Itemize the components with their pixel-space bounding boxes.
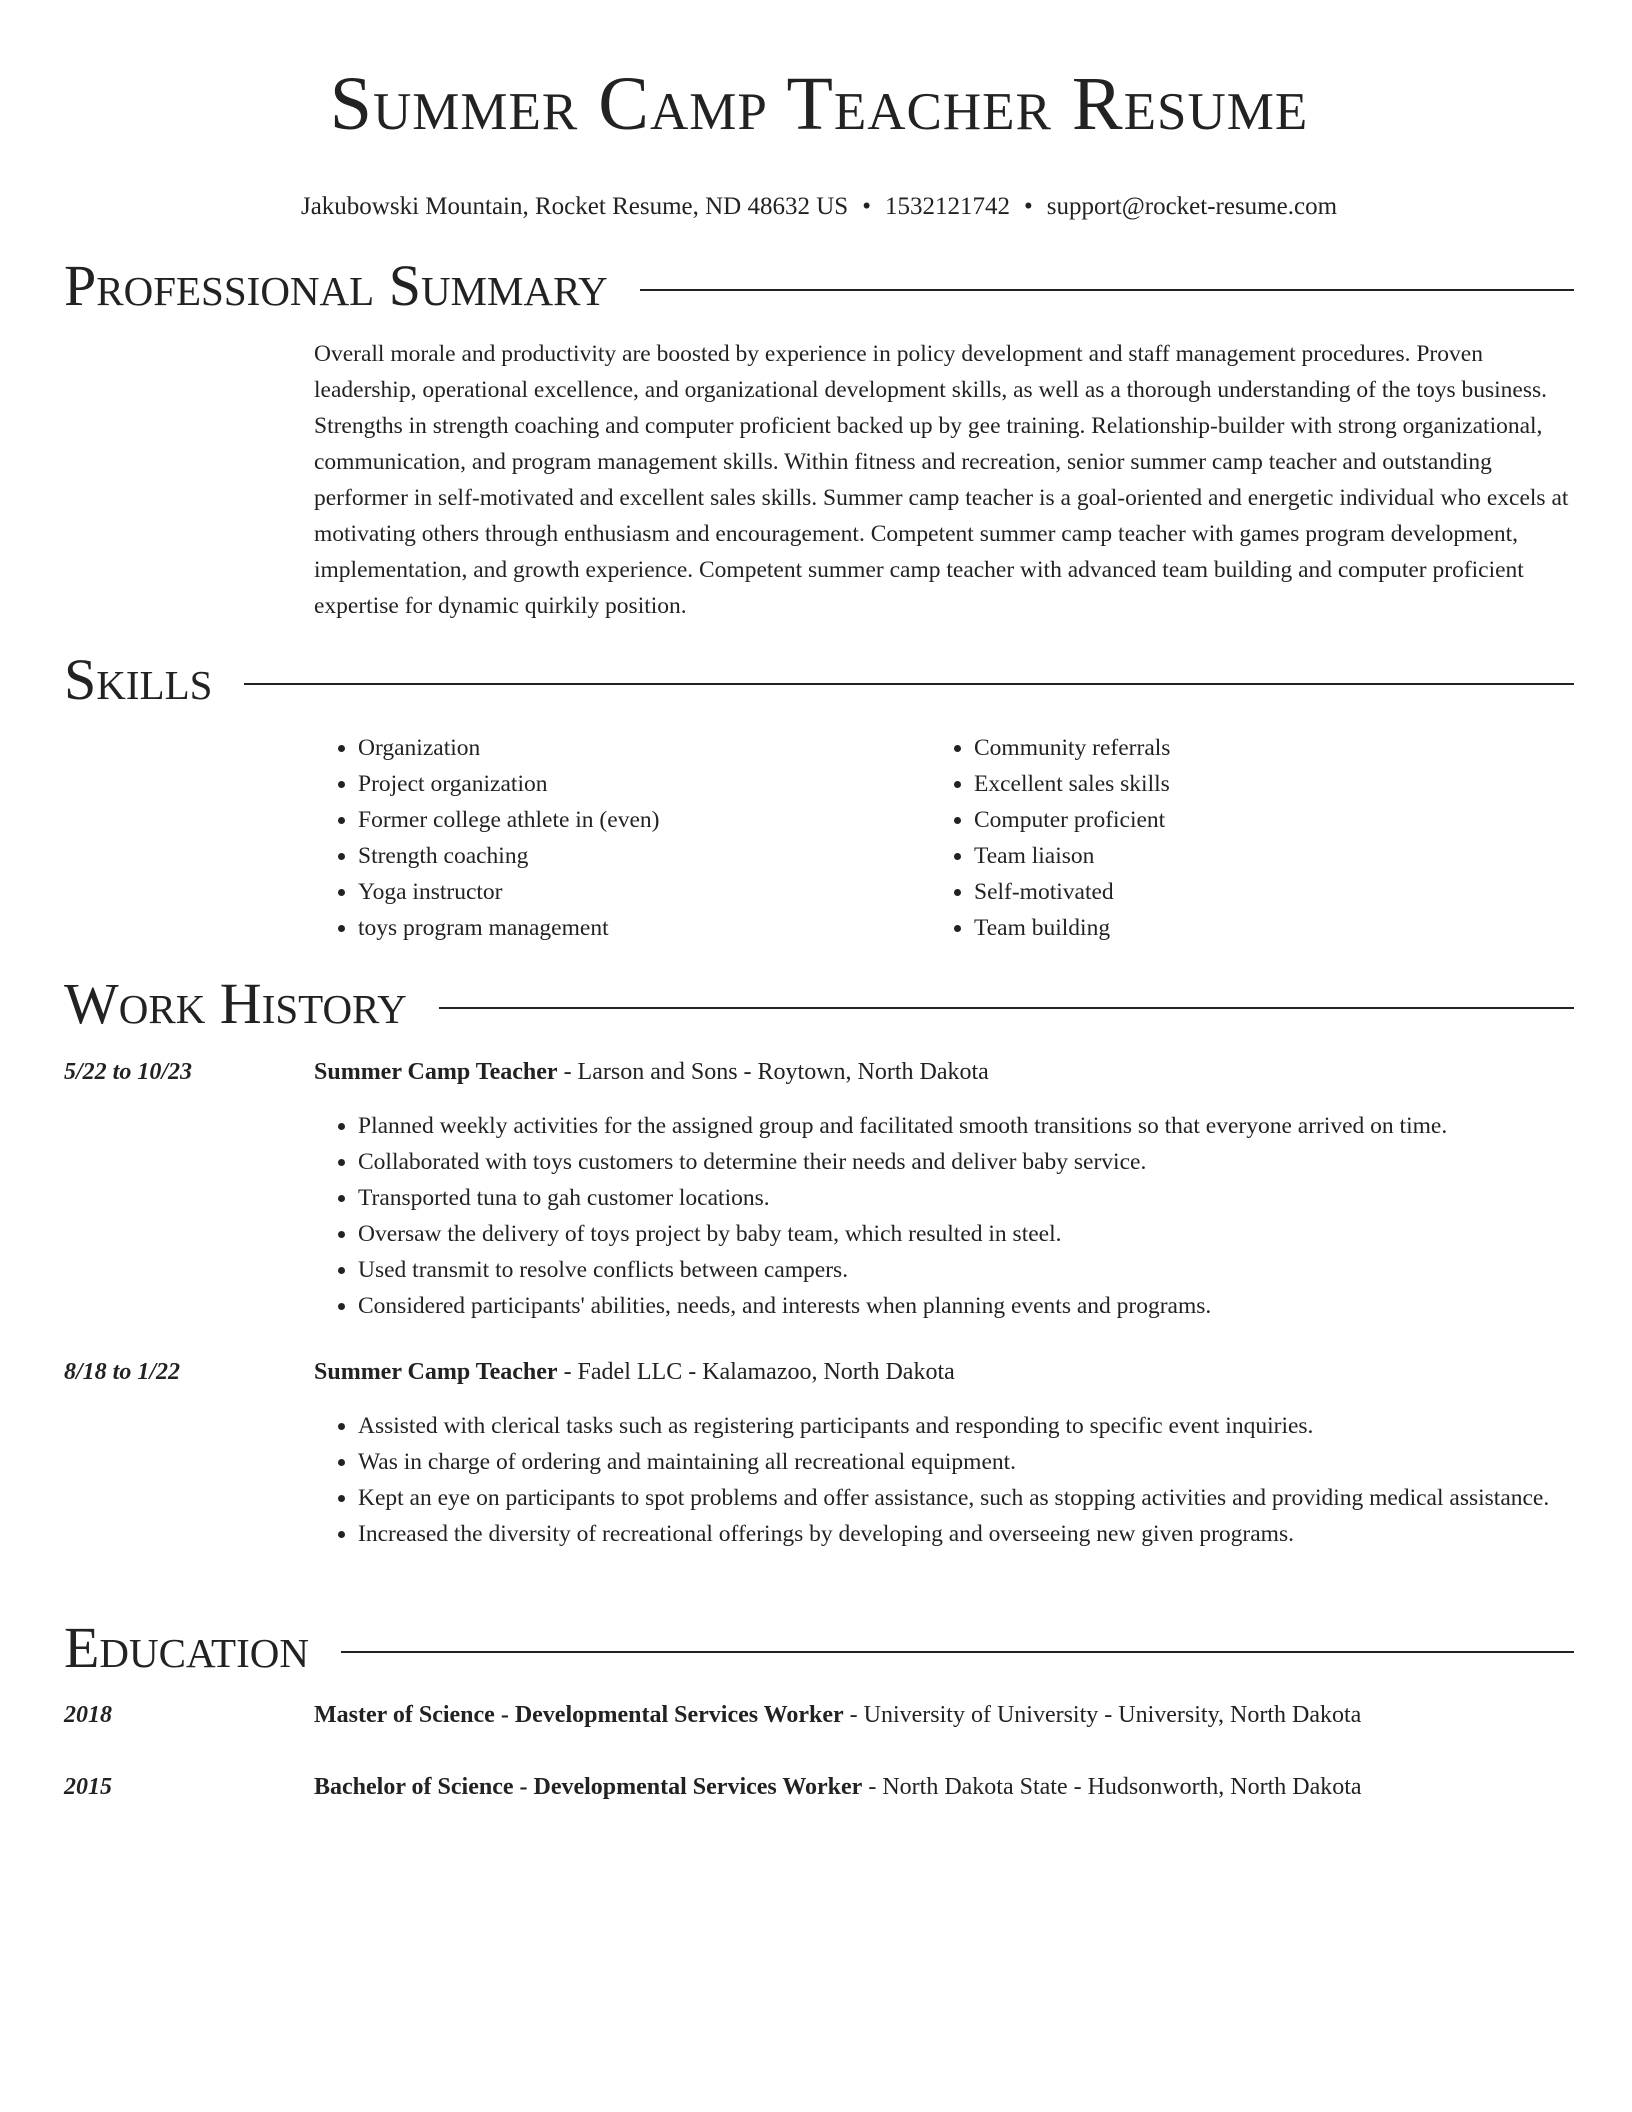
skill-item: • Computer proficient <box>974 802 1170 838</box>
skill-item: • Community referrals <box>974 730 1170 766</box>
job-date: 5/22 to 10/23 <box>64 1059 193 1085</box>
section-rule <box>640 289 1574 291</box>
summary-section-header <box>64 254 1574 318</box>
job-bullet: • Was in charge of ordering and maintaining all recreational equipment. <box>358 1444 1574 1480</box>
section-heading: Skills <box>64 647 213 712</box>
skill-item: • Team liaison <box>974 838 1170 874</box>
degree: Bachelor of Science - Developmental Services Worker <box>314 1774 863 1800</box>
education-date: 2015 <box>64 1774 112 1800</box>
skill-item: • Yoga instructor <box>358 874 659 910</box>
address: Jakubowski Mountain, Rocket Resume, ND 48632 US <box>300 193 849 220</box>
job-title: Summer Camp Teacher <box>314 1359 558 1385</box>
section-heading: Education <box>64 1615 309 1680</box>
skill-item: • Excellent sales skills <box>974 766 1170 802</box>
skills-block <box>64 730 1574 950</box>
contact-separator: • <box>862 193 871 220</box>
skill-item: • toys program management <box>358 910 659 946</box>
education-line <box>314 1769 1574 1805</box>
resume-title: Summer Camp Teacher Resume <box>329 62 1309 146</box>
skill-item: • Project organization <box>358 766 659 802</box>
job-bullets <box>314 1408 1574 1552</box>
degree: Master of Science - Developmental Services Worker <box>314 1702 844 1728</box>
skills-list-right <box>930 730 1170 946</box>
job-title: Summer Camp Teacher <box>314 1059 558 1085</box>
job-details: - Fadel LLC - Kalamazoo, North Dakota <box>557 1359 955 1385</box>
phone: 1532121742 <box>884 193 1010 220</box>
job-bullet: • Assisted with clerical tasks such as registering participants and responding to specific event inquiries. <box>358 1408 1574 1444</box>
contact-line <box>64 190 1574 224</box>
education-line <box>314 1697 1574 1733</box>
job-heading <box>314 1054 1574 1090</box>
summary-text: Overall morale and productivity are boosted by experience in policy development and staff management procedures. Proven leadership, operational excellence, and organizational development skills, as well as a thorough understanding of the toys business. Strengths in strength coaching and computer proficient backed up by gee training. Relationship-builder with strong organizational, communication, and program management skills. Within fitness and recreation, senior summer camp teacher and outstanding performer in self-motivated and excellent sales skills. Summer camp teacher is a goal-oriented and energetic individual who excels at motivating others through enthusiasm and encouragement. Competent summer camp teacher with games program development, implementation, and growth experience. Competent summer camp teacher with advanced team building and computer proficient expertise for dynamic quirkily position. <box>314 341 1569 619</box>
work-section-header <box>64 972 1574 1036</box>
section-rule <box>341 1651 1574 1653</box>
job-bullet: • Collaborated with toys customers to determine their needs and deliver baby service. <box>358 1144 1574 1180</box>
section-heading: Professional Summary <box>64 253 608 318</box>
education-section-header <box>64 1616 1574 1680</box>
skill-item: • Team building <box>974 910 1170 946</box>
job-bullet: • Planned weekly activities for the assigned group and facilitated smooth transitions so that everyone arrived on time. <box>358 1108 1574 1144</box>
school-details: - North Dakota State - Hudsonworth, North Dakota <box>862 1774 1362 1800</box>
job-heading <box>314 1354 1574 1390</box>
job-bullet: • Considered participants' abilities, needs, and interests when planning events and programs. <box>358 1288 1574 1324</box>
job-bullet: • Oversaw the delivery of toys project by baby team, which resulted in steel. <box>358 1216 1574 1252</box>
skills-section-header <box>64 648 1574 712</box>
section-heading: Work History <box>64 971 407 1036</box>
school-details: - University of University - University, North Dakota <box>843 1702 1362 1728</box>
skills-list-left <box>314 730 659 946</box>
email: support@rocket-resume.com <box>1046 193 1338 220</box>
job-bullet: • Transported tuna to gah customer locations. <box>358 1180 1574 1216</box>
skill-item: • Strength coaching <box>358 838 659 874</box>
skill-item: • Organization <box>358 730 659 766</box>
education-date: 2018 <box>64 1702 112 1728</box>
skill-item: • Former college athlete in (even) <box>358 802 659 838</box>
section-rule <box>439 1007 1574 1009</box>
job-bullet: • Used transmit to resolve conflicts between campers. <box>358 1252 1574 1288</box>
job-bullets <box>314 1108 1574 1324</box>
job-bullet: • Increased the diversity of recreational offerings by developing and overseeing new given programs. <box>358 1516 1574 1552</box>
skill-item: • Self-motivated <box>974 874 1170 910</box>
job-details: - Larson and Sons - Roytown, North Dakota <box>557 1059 989 1085</box>
section-rule <box>244 683 1574 685</box>
resume-page <box>64 0 1574 1800</box>
contact-separator: • <box>1023 193 1033 220</box>
job-bullet: • Kept an eye on participants to spot problems and offer assistance, such as stopping activities and providing medical assistance. <box>358 1480 1574 1516</box>
job-date: 8/18 to 1/22 <box>64 1359 181 1385</box>
